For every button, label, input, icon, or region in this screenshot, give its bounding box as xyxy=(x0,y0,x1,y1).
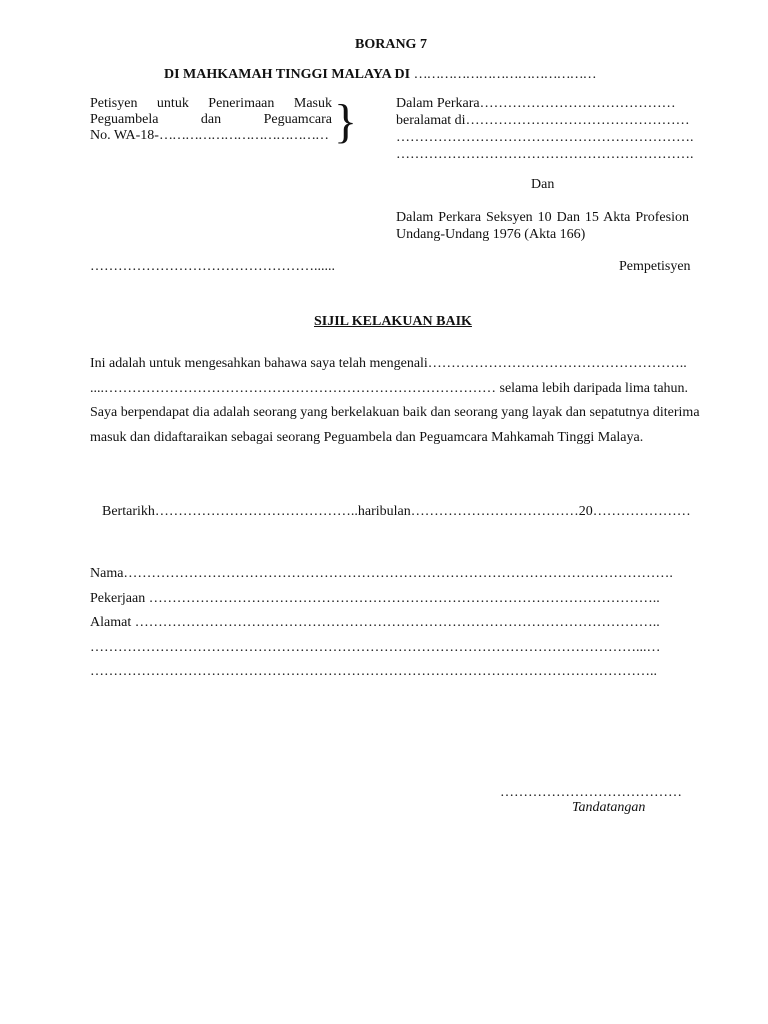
body-line-1: Ini adalah untuk mengesahkan bahawa saya telah mengenali……………………………………………….. xyxy=(90,356,687,371)
court-location-blank: …………………………………… xyxy=(413,67,596,82)
curly-brace-icon: } xyxy=(334,95,358,148)
matter-line-3: ………………………………………………………. xyxy=(396,130,694,145)
matter-line-4: ………………………………………………………. xyxy=(396,147,694,162)
petition-line-2: Peguambela dan Peguamcara xyxy=(90,112,332,127)
body-line-2: ....………………………………………………………………………… selama lebih daripada lima tahun. xyxy=(90,381,689,396)
matter-line-1: Dalam Perkara…………………………………… xyxy=(396,96,676,111)
address-line-2: ………………………………………………………………………………………………………...… xyxy=(90,640,661,655)
matter-line-2: beralamat di………………………………………… xyxy=(396,113,690,128)
petitioner-name-blank: …………………………………………...... xyxy=(90,259,335,274)
date-line: Bertarikh……………………………………..haribulan………………………………20………………… xyxy=(102,504,691,519)
signature-blank: ………………………………… xyxy=(500,785,682,800)
court-title: DI MAHKAMAH TINGGI MALAYA DI xyxy=(164,67,411,82)
body-line-3: Saya berpendapat dia adalah seorang yang berkelakuan baik dan seorang yang layak dan sepatutnya diterima xyxy=(90,405,700,420)
certificate-title: SIJIL KELAKUAN BAIK xyxy=(314,314,472,329)
act-line-1: Dalam Perkara Seksyen 10 Dan 15 Akta Profesion xyxy=(396,210,689,225)
petition-number-prefix: No. WA-18- xyxy=(90,128,159,143)
address-field: Alamat ………………………………………………………………………………………………….. xyxy=(90,615,660,630)
occupation-field: Pekerjaan ……………………………………………………………………………………………….. xyxy=(90,591,660,606)
act-line-2: Undang-Undang 1976 (Akta 166) xyxy=(396,227,586,242)
form-number: BORANG 7 xyxy=(355,37,427,52)
name-field: Nama………………………………………………………………………………………………………. xyxy=(90,566,673,581)
body-line-4: masuk dan didaftaraikan sebagai seorang Peguambela dan Peguamcara Mahkamah Tinggi Malaya. xyxy=(90,430,644,445)
petition-number xyxy=(90,128,328,144)
petitioner-label: Pempetisyen xyxy=(619,259,691,274)
and-connector: Dan xyxy=(531,177,555,192)
petition-number-blank: ………………………………… xyxy=(158,128,328,143)
signature-label: Tandatangan xyxy=(572,800,646,815)
court-heading xyxy=(164,67,596,83)
petition-line-1: Petisyen untuk Penerimaan Masuk xyxy=(90,96,332,111)
address-line-3: ………………………………………………………………………………………………………….. xyxy=(90,664,657,679)
